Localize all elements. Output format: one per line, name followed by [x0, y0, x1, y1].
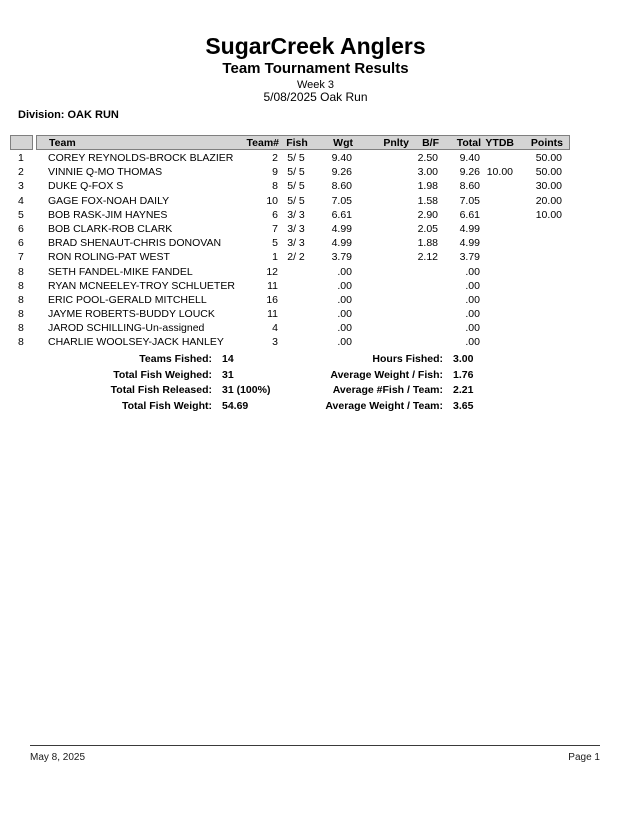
- row-team-number: 5: [272, 237, 278, 250]
- row-weight: .00: [337, 336, 352, 349]
- row-penalty: [354, 165, 410, 179]
- column-header-points: Points: [530, 136, 563, 149]
- table-header-columns: [36, 135, 570, 150]
- row-big-fish: [410, 279, 440, 293]
- summary-row: [10, 383, 570, 399]
- column-header-team-number: Team#: [246, 136, 279, 149]
- row-total: .00: [465, 293, 480, 306]
- row-ytdb: [482, 151, 515, 165]
- row-ytdb: [482, 222, 515, 236]
- row-rank: 6: [18, 237, 24, 250]
- row-weight: .00: [337, 279, 352, 292]
- row-team-number: 10: [266, 194, 278, 207]
- row-ytdb: [482, 307, 515, 321]
- row-total: 9.26: [459, 166, 480, 179]
- summary-value: 31: [222, 368, 234, 381]
- row-team: DUKE Q-FOX S: [48, 180, 124, 193]
- week-label: Week 3: [296, 78, 335, 91]
- row-weight: 3.79: [331, 251, 352, 264]
- row-big-fish: [410, 265, 440, 279]
- row-big-fish: 3.00: [417, 166, 438, 179]
- summary-label: Average Weight / Fish:: [330, 368, 443, 381]
- summary-label: Total Fish Weight:: [121, 399, 212, 412]
- row-penalty: [354, 250, 410, 264]
- row-points: 10.00: [535, 208, 562, 221]
- row-weight: 9.26: [331, 166, 352, 179]
- table-row: [10, 222, 570, 236]
- row-big-fish: 2.12: [417, 251, 438, 264]
- division-label: Division: OAK RUN: [18, 109, 119, 121]
- row-weight: 4.99: [331, 222, 352, 235]
- row-penalty: [354, 151, 410, 165]
- summary-row: [10, 399, 570, 415]
- footer-divider: [30, 745, 600, 746]
- row-total: 6.61: [459, 208, 480, 221]
- summary-section: [10, 352, 570, 414]
- row-team: RYAN MCNEELEY-TROY SCHLUETER: [48, 279, 235, 292]
- row-team-number: 4: [272, 322, 278, 335]
- row-fish: 3/ 3: [287, 222, 305, 235]
- column-header-penalty: Pnlty: [383, 136, 409, 149]
- table-row: [10, 194, 570, 208]
- footer-date: May 8, 2025: [30, 752, 86, 763]
- row-big-fish: 2.50: [417, 152, 438, 164]
- row-rank: 1: [18, 152, 24, 164]
- row-points: 50.00: [535, 152, 562, 164]
- summary-value: 14: [222, 353, 234, 365]
- table-row: [10, 265, 570, 279]
- row-weight: 7.05: [331, 194, 352, 207]
- row-penalty: [354, 321, 410, 335]
- row-team: COREY REYNOLDS-BROCK BLAZIER: [48, 152, 234, 164]
- table-row: [10, 208, 570, 222]
- row-penalty: [354, 236, 410, 250]
- row-team: BOB CLARK-ROB CLARK: [48, 222, 173, 235]
- row-fish: [280, 279, 312, 293]
- row-team: ERIC POOL-GERALD MITCHELL: [48, 293, 207, 306]
- row-ytdb: 10.00: [486, 166, 513, 179]
- report-header: [0, 34, 631, 104]
- row-team-number: 12: [266, 265, 278, 278]
- row-total: 4.99: [459, 237, 480, 250]
- row-ytdb: [482, 279, 515, 293]
- summary-label: Teams Fished:: [139, 353, 212, 365]
- table-row: [10, 307, 570, 321]
- row-team: RON ROLING-PAT WEST: [48, 251, 170, 264]
- summary-value: 54.69: [222, 399, 249, 412]
- row-fish: 2/ 2: [287, 251, 305, 264]
- row-team-number: 11: [267, 279, 278, 292]
- table-row: [10, 279, 570, 293]
- row-big-fish: 1.88: [417, 237, 438, 250]
- table-row: [10, 179, 570, 193]
- table-row: [10, 250, 570, 264]
- row-team: CHARLIE WOOLSEY-JACK HANLEY: [48, 336, 224, 349]
- row-ytdb: [482, 194, 515, 208]
- row-ytdb: [482, 335, 515, 349]
- row-team-number: 6: [272, 208, 278, 221]
- row-points: 50.00: [535, 166, 562, 179]
- row-big-fish: [410, 293, 440, 307]
- row-big-fish: 1.98: [417, 180, 438, 193]
- row-weight: 9.40: [331, 152, 352, 164]
- date-location: 5/08/2025 Oak Run: [263, 89, 368, 104]
- row-ytdb: [482, 293, 515, 307]
- row-total: 7.05: [459, 194, 480, 207]
- row-total: .00: [465, 322, 480, 335]
- summary-label: Total Fish Released:: [110, 384, 212, 396]
- row-total: .00: [465, 308, 480, 321]
- row-rank: 8: [18, 308, 24, 321]
- table-body: [10, 151, 570, 350]
- row-fish: [280, 307, 312, 321]
- row-total: 9.40: [459, 152, 480, 164]
- results-table: [10, 135, 570, 350]
- table-row: [10, 335, 570, 349]
- row-points: [515, 307, 564, 321]
- row-rank: 8: [18, 322, 24, 335]
- row-ytdb: [482, 179, 515, 193]
- row-fish: [280, 321, 312, 335]
- row-team-number: 2: [272, 152, 278, 164]
- row-points: [515, 236, 564, 250]
- row-penalty: [354, 265, 410, 279]
- row-big-fish: 1.58: [417, 194, 438, 207]
- row-team-number: 3: [272, 336, 278, 349]
- row-team: BOB RASK-JIM HAYNES: [48, 208, 168, 221]
- row-ytdb: [482, 265, 515, 279]
- row-weight: .00: [337, 322, 352, 335]
- row-team-number: 16: [266, 293, 278, 306]
- row-team-number: 1: [272, 251, 278, 264]
- row-ytdb: [482, 321, 515, 335]
- row-rank: 4: [18, 194, 24, 207]
- row-fish: 5/ 5: [287, 180, 305, 193]
- row-weight: 4.99: [331, 237, 352, 250]
- row-team: JAROD SCHILLING-Un-assigned: [48, 322, 205, 335]
- row-penalty: [354, 307, 410, 321]
- row-team-number: 9: [272, 166, 278, 179]
- row-big-fish: 2.90: [417, 208, 438, 221]
- row-fish: [280, 335, 312, 349]
- row-rank: 8: [18, 279, 24, 292]
- row-total: .00: [465, 279, 480, 292]
- row-fish: 3/ 3: [287, 208, 305, 221]
- row-team-number: 11: [267, 308, 278, 321]
- table-row: [10, 293, 570, 307]
- row-points: [515, 321, 564, 335]
- summary-row: [10, 368, 570, 384]
- row-rank: 7: [18, 251, 24, 264]
- summary-label: Total Fish Weighed:: [113, 368, 212, 381]
- row-big-fish: [410, 321, 440, 335]
- column-header-total: Total: [456, 136, 481, 149]
- summary-row: [10, 352, 570, 368]
- row-fish: 5/ 5: [287, 152, 305, 164]
- row-weight: .00: [337, 265, 352, 278]
- row-rank: 8: [18, 265, 24, 278]
- column-header-weight: Wgt: [333, 136, 353, 149]
- row-big-fish: [410, 307, 440, 321]
- rank-column-header: [10, 135, 33, 150]
- row-fish: [280, 265, 312, 279]
- column-header-big-fish: B/F: [422, 136, 439, 149]
- summary-value: 2.21: [453, 384, 474, 396]
- summary-value: 31 (100%): [222, 384, 271, 396]
- row-rank: 2: [18, 166, 24, 179]
- row-penalty: [354, 179, 410, 193]
- table-row: [10, 151, 570, 165]
- summary-label: Average #Fish / Team:: [332, 384, 443, 396]
- row-rank: 3: [18, 180, 24, 193]
- row-total: .00: [465, 265, 480, 278]
- column-header-ytdb: YTDB: [485, 136, 514, 149]
- column-header-fish: Fish: [286, 136, 308, 149]
- row-points: [515, 222, 564, 236]
- row-penalty: [354, 194, 410, 208]
- row-team: VINNIE Q-MO THOMAS: [48, 166, 163, 179]
- row-weight: 6.61: [331, 208, 352, 221]
- row-rank: 8: [18, 336, 24, 349]
- row-penalty: [354, 222, 410, 236]
- row-total: 4.99: [459, 222, 480, 235]
- row-fish: [280, 293, 312, 307]
- row-points: [515, 250, 564, 264]
- page-footer: [30, 752, 600, 763]
- row-weight: 8.60: [331, 180, 352, 193]
- summary-label: Hours Fished:: [372, 353, 443, 365]
- row-penalty: [354, 279, 410, 293]
- row-total: .00: [465, 336, 480, 349]
- row-points: 20.00: [535, 194, 562, 207]
- row-team: SETH FANDEL-MIKE FANDEL: [48, 265, 193, 278]
- row-weight: .00: [337, 308, 352, 321]
- row-rank: 6: [18, 222, 24, 235]
- table-header-row: [10, 135, 570, 150]
- table-row: [10, 236, 570, 250]
- row-total: 8.60: [459, 180, 480, 193]
- table-row: [10, 165, 570, 179]
- summary-label: Average Weight / Team:: [325, 399, 443, 412]
- row-fish: 5/ 5: [287, 194, 305, 207]
- row-rank: 8: [18, 293, 24, 306]
- row-ytdb: [482, 236, 515, 250]
- row-rank: 5: [18, 208, 24, 221]
- row-points: 30.00: [535, 180, 562, 193]
- summary-value: 3.00: [453, 353, 474, 365]
- row-weight: .00: [337, 293, 352, 306]
- row-team-number: 8: [272, 180, 278, 193]
- page-number: Page 1: [568, 752, 600, 763]
- table-row: [10, 321, 570, 335]
- row-team: BRAD SHENAUT-CHRIS DONOVAN: [48, 237, 222, 250]
- summary-value: 1.76: [453, 368, 474, 381]
- row-points: [515, 265, 564, 279]
- row-points: [515, 279, 564, 293]
- row-fish: 3/ 3: [287, 237, 305, 250]
- row-ytdb: [482, 250, 515, 264]
- row-team: GAGE FOX-NOAH DAILY: [48, 194, 170, 207]
- row-team-number: 7: [272, 222, 278, 235]
- row-total: 3.79: [459, 251, 480, 264]
- row-points: [515, 335, 564, 349]
- row-team: JAYME ROBERTS-BUDDY LOUCK: [48, 308, 215, 321]
- row-penalty: [354, 293, 410, 307]
- row-big-fish: [410, 335, 440, 349]
- row-fish: 5/ 5: [287, 166, 305, 179]
- column-header-team: Team: [49, 136, 76, 149]
- report-subtitle: Team Tournament Results: [222, 59, 409, 77]
- row-points: [515, 293, 564, 307]
- row-big-fish: 2.05: [417, 222, 438, 235]
- row-penalty: [354, 208, 410, 222]
- page-title: SugarCreek Anglers: [205, 33, 426, 59]
- row-ytdb: [482, 208, 515, 222]
- row-penalty: [354, 335, 410, 349]
- summary-value: 3.65: [453, 399, 474, 412]
